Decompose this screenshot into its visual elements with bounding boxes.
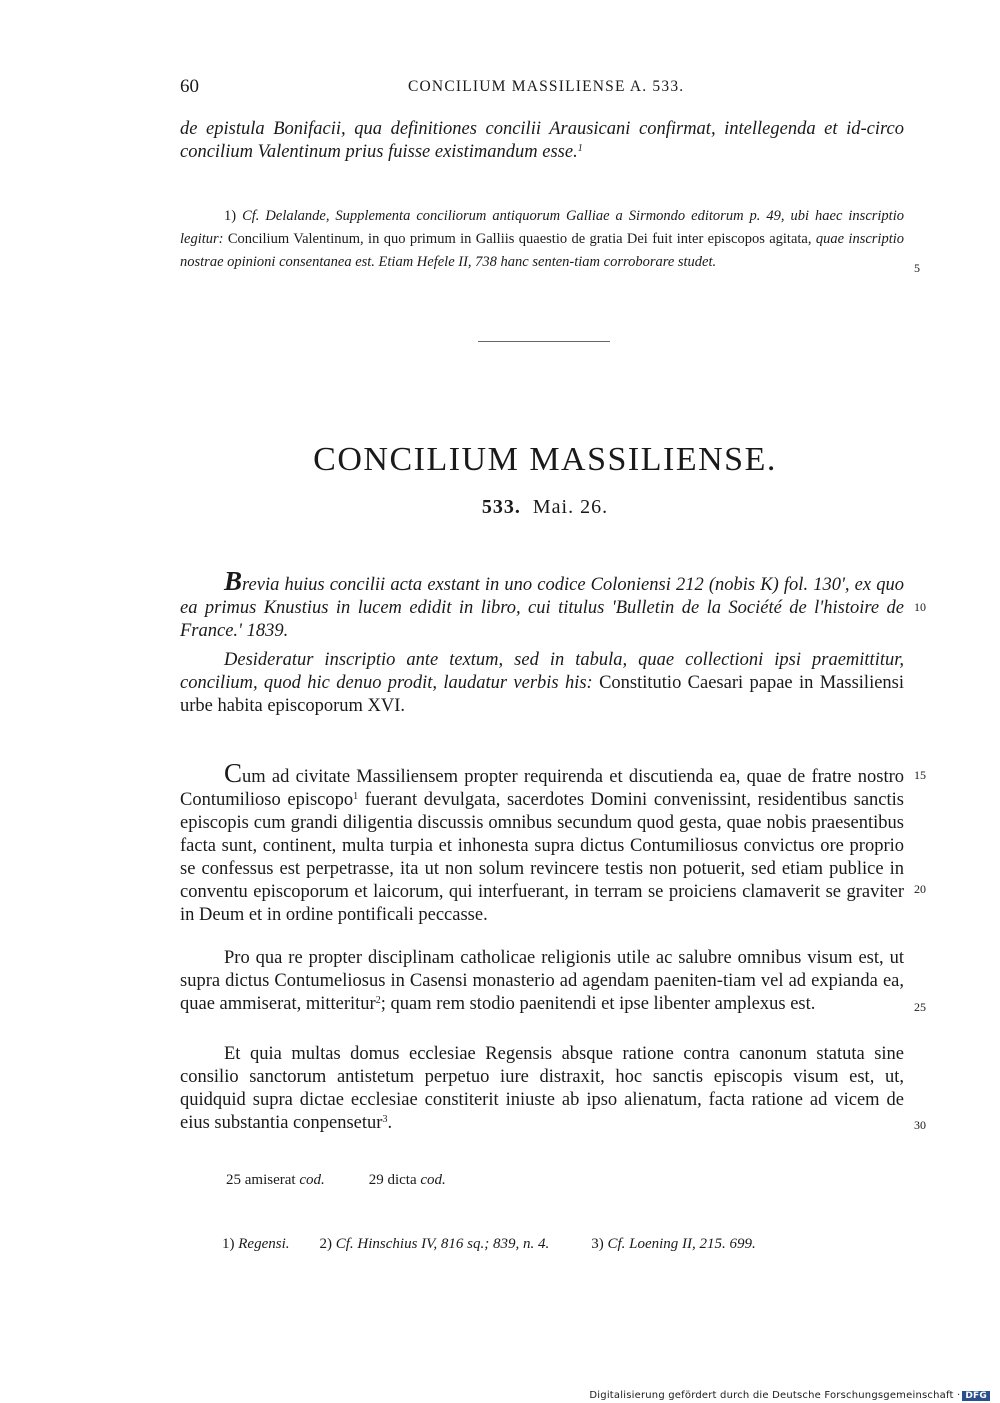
footnote-ref: 1 (577, 143, 583, 154)
footnote-number: 1) (224, 208, 237, 224)
variant-readings (226, 1172, 446, 1189)
council-year: 533. (481, 496, 521, 518)
note-number: 1) (222, 1236, 235, 1252)
line-number: 30 (914, 1118, 926, 1132)
footnote-cf: Cf. Delalande, Supplementa conciliorum antiquorum Galliae a Sirmondo editorum p. 49, ubi haec inscriptio legitur: (180, 208, 904, 247)
footnote-top (180, 205, 904, 274)
body-text: um ad civitate Massiliensem propter requirenda et discutienda ea, quae de fratre nostro Contumilioso episcopo (180, 767, 904, 810)
body-text: Pro qua re propter disciplinam catholicae religionis utile ac salubre omnibus visum est, ut supra dictus Contumeliosus in Casensi monasterio ad agendam paeniten-tiam vel ad expianda ea, quae ammiserat, mitteritur (180, 948, 904, 1014)
footnote-quote: Concilium Valentinum, in quo primum in Galliis quaestio de gratia Dei fuit inter episcopos agitata, (227, 231, 812, 247)
body-paragraph-3 (180, 1043, 904, 1135)
body-paragraph-2 (180, 947, 904, 1016)
continuation-paragraph (180, 118, 904, 164)
body-text: fuerant devulgata, sacerdotes Domini convenissint, residentibus sanctis episcopis cum grandi diligentia discussis omnibus secundum quod gesta, quae nobis praesentibus facta sunt, continent, multa turpia et inhonesta supra dictus Contumiliosus convictus ore proprio se confessus est perpetrasse, ita ut non solum revincere testis non potuerit, sed etiam publice in conventu episcoporum et laicorum, qui interfuerant, in terram se proiciens clamaverit se graviter in Deum et in ordine pontificali peccasse. (180, 790, 904, 925)
intro-italic: Desideratur inscriptio ante textum, sed in tabula, quae collectioni ipsi praemittitur, concilium, quod hic denuo prodit, laudatur verbis his: (180, 650, 904, 693)
line-number: 15 (914, 768, 926, 782)
line-number: 10 (914, 600, 926, 614)
footnote-ref: 1 (353, 791, 359, 802)
credit-text: Digitalisierung gefördert durch die Deutsche Forschungsgemeinschaft · (589, 1390, 961, 1401)
council-title: CONCILIUM MASSILIENSE. (313, 441, 777, 478)
intro-text: revia huius concilii acta exstant in uno codice Coloniensi 212 (nobis K) fol. 130', ex quo ea primus Knustius in lucem edidit in libro, cui titulus 'Bulletin de la Société de l'histoire de France.' 1839. (180, 575, 904, 641)
variant-source: cod. (420, 1172, 446, 1188)
line-number: 25 (914, 1000, 926, 1014)
note-number: 3) (591, 1236, 604, 1252)
footnote-ref: 2 (375, 995, 381, 1006)
council-day: Mai. 26. (532, 496, 609, 518)
note-text: Cf. Loening II, 215. 699. (607, 1236, 756, 1252)
note-text: Regensi. (238, 1236, 290, 1252)
line-number: 5 (914, 261, 920, 275)
variant-line: 29 (368, 1172, 384, 1188)
intro-paragraph-2 (180, 649, 904, 718)
dfg-logo: DFG (962, 1391, 990, 1401)
line-number: 20 (914, 882, 926, 896)
footnotes (222, 1236, 756, 1253)
variant-source: cod. (299, 1172, 325, 1188)
drop-cap: B (224, 566, 243, 596)
body-paragraph-1 (180, 758, 904, 927)
body-text: . (387, 1113, 393, 1133)
variant-line: 25 (226, 1172, 241, 1188)
variant-word: amiserat (244, 1172, 296, 1188)
drop-cap: C (224, 758, 243, 788)
body-text: Et quia multas domus ecclesiae Regensis absque ratione contra canonum statuta sine consilio sanctorum antistetum perpetuo iure distraxit, hoc sanctis episcopis visum est, ut, quidquid supra dictae ecclesiae constiterit iniuste ab ipso alienatum, facta ratione ad vicem de eius substantia conpensetur (180, 1044, 904, 1133)
intro-paragraph (180, 566, 904, 643)
digitization-credit (589, 1390, 990, 1401)
running-title: CONCILIUM MASSILIENSE A. 533. (408, 78, 685, 95)
footnote-ref: 3 (382, 1114, 388, 1125)
intro-roman: Constitutio Caesari papae in Massiliensi urbe habita episcoporum XVI. (180, 673, 905, 716)
variant-word: dicta (387, 1172, 417, 1188)
continuation-text: de epistula Bonifacii, qua definitiones concilii Arausicani confirmat, intellegenda et id-circo concilium Valentinum prius fuisse existimandum esse. (180, 119, 904, 162)
council-date (0, 496, 1000, 519)
separator-rule (478, 341, 610, 342)
footnote-rest: quae inscriptio nostrae opinioni consentanea est. Etiam Hefele II, 738 hanc senten-tiam corroborare studet. (180, 231, 905, 270)
note-number: 2) (319, 1236, 332, 1252)
page-number: 60 (180, 76, 199, 97)
note-text: Cf. Hinschius IV, 816 sq.; 839, n. 4. (335, 1236, 550, 1252)
body-text: ; quam rem stodio paenitendi et ipse libenter amplexus est. (380, 994, 816, 1014)
